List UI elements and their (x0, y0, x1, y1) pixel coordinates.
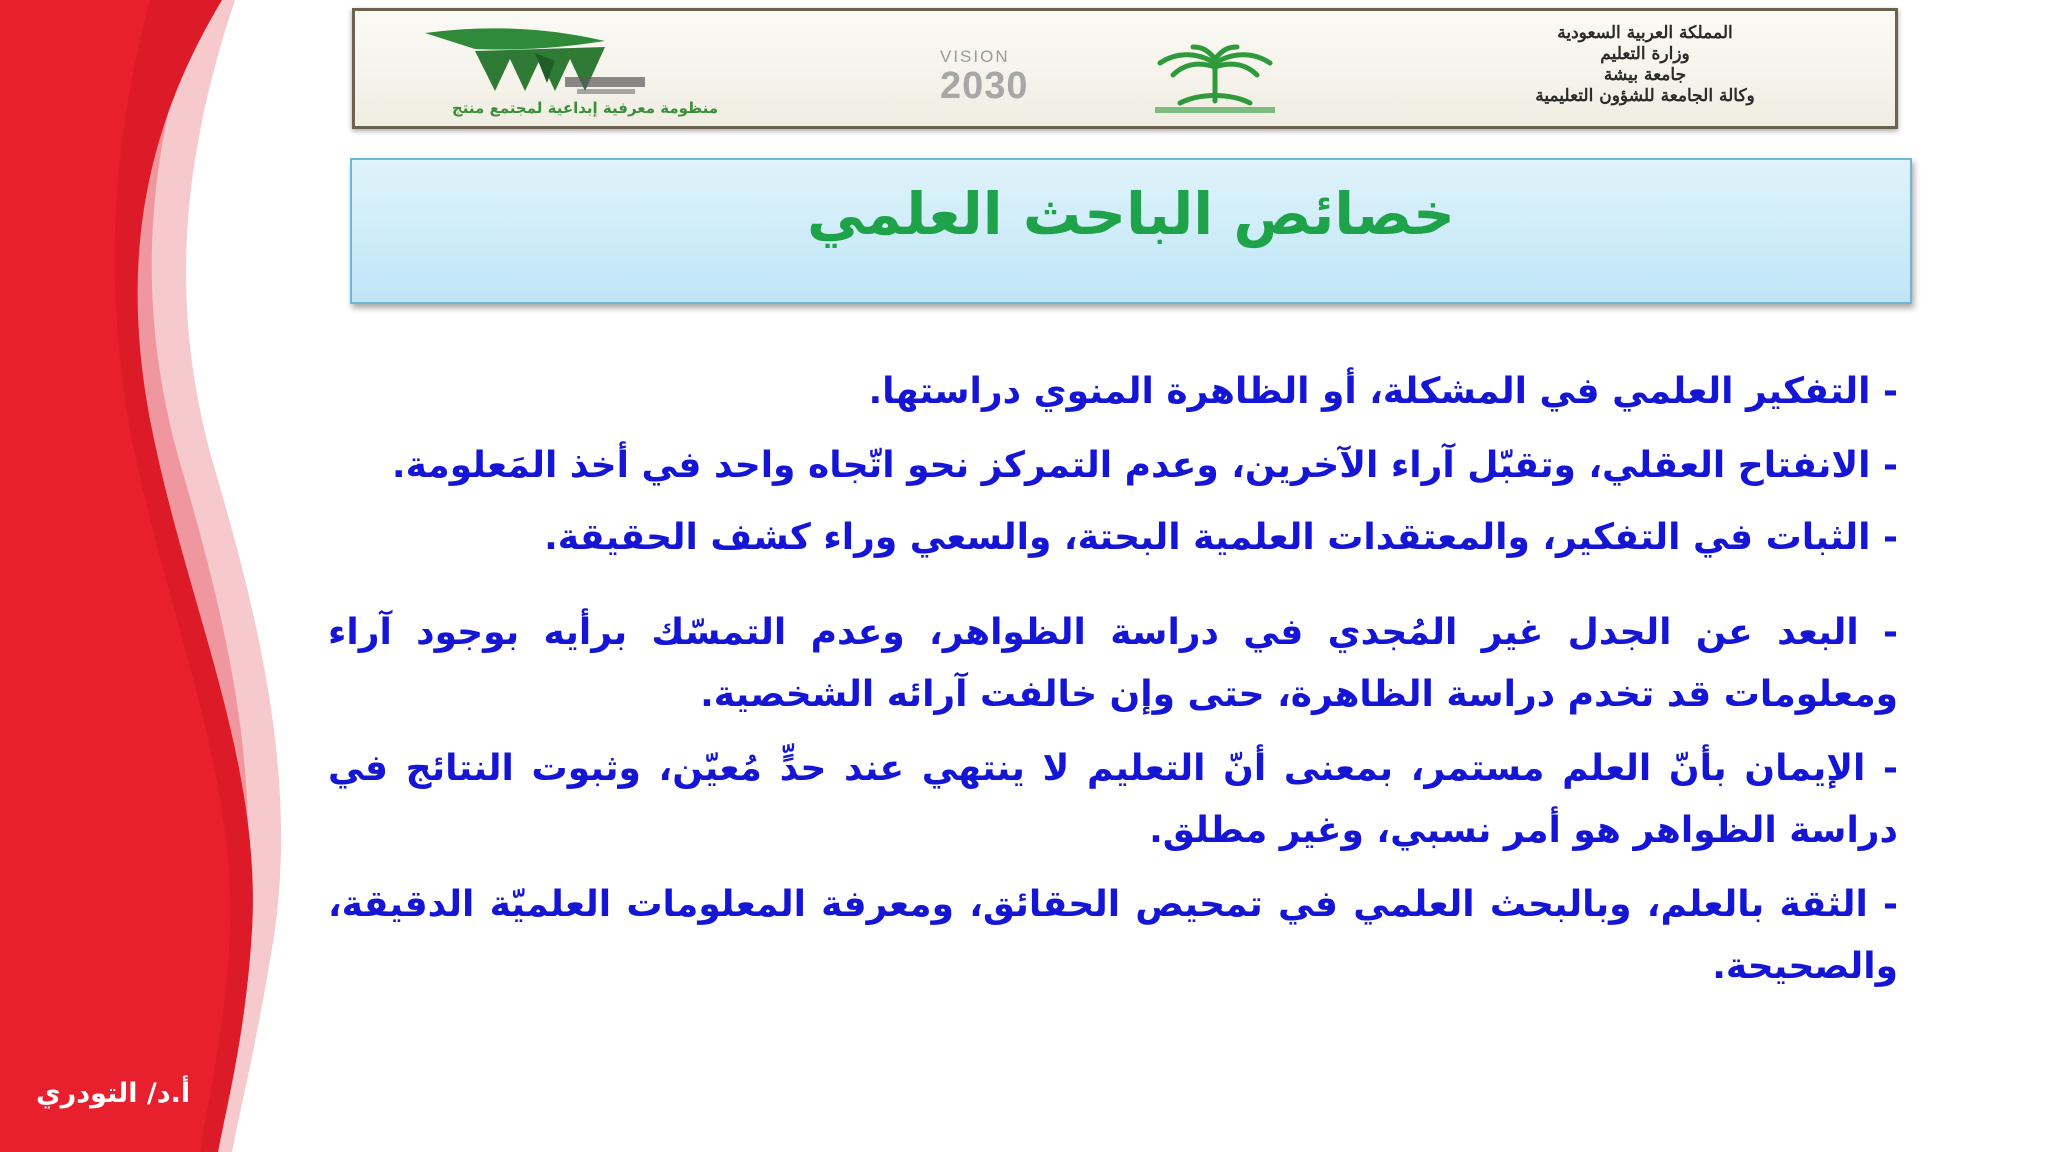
ministry-line: وكالة الجامعة للشؤون التعليمية (1535, 86, 1755, 106)
bullet-item: - التفكير العلمي في المشكلة، أو الظاهرة المنوي دراستها. (868, 371, 1898, 412)
slide-title: خصائص الباحث العلمي (807, 180, 1455, 248)
university-slogan: منظومة معرفية إبداعية لمجتمع منتج (451, 99, 719, 117)
bullet-item: - الانفتاح العقلي، وتقبّل آراء الآخرين، وعدم التمركز نحو اتّجاه واحد في أخذ المَعلومة. (391, 445, 1898, 486)
vision-2030-logo (940, 47, 1090, 117)
bullet-item: - الإيمان بأنّ العلم مستمر، بمعنى أنّ التعليم لا ينتهي عند حدٍّ مُعيّن، وثبوت النتائج في دراسة الظواهر هو أمر نسبي، وغير مطلق. (328, 748, 1898, 851)
title-box (350, 158, 1912, 304)
ministry-line: وزارة التعليم (1600, 44, 1690, 64)
university-bisha-logo (415, 21, 665, 101)
bullet-item: - الثبات في التفكير، والمعتقدات العلمية البحتة، والسعي وراء كشف الحقيقة. (544, 517, 1898, 558)
bullet-item: - البعد عن الجدل غير المُجدي في دراسة الظواهر، وعدم التمسّك برأيه بوجود آراء ومعلومات قد تخدم دراسة الظاهرة، حتى وإن خالفت آرائه الشخصية. (328, 612, 1898, 715)
author-label: أ.د/ التودري (36, 1078, 191, 1109)
ministry-line: المملكة العربية السعودية (1557, 23, 1733, 43)
palm-swords-emblem-icon (1135, 41, 1295, 121)
bullet-item: - الثقة بالعلم، وبالبحث العلمي في تمحيص الحقائق، ومعرفة المعلومات العلميّة الدقيقة، والصحيحة. (328, 884, 1898, 987)
ministry-header-text (1475, 23, 1815, 107)
vision-year: 2030 (940, 65, 1029, 107)
vision-word: VISION (940, 47, 1010, 66)
ministry-line: جامعة بيشة (1603, 65, 1687, 85)
header-banner (352, 8, 1898, 129)
